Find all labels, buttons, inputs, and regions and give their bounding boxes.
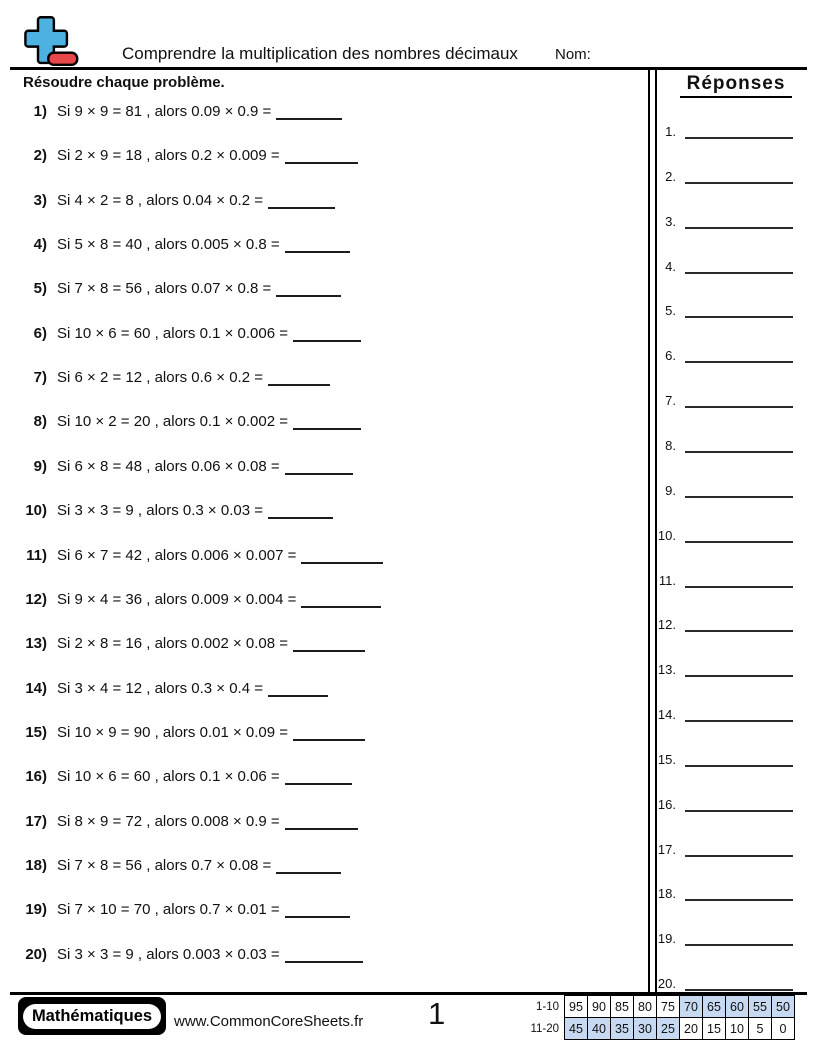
answer-blank-line — [685, 166, 793, 184]
brand-badge-pill — [23, 1004, 161, 1029]
problem-row — [23, 635, 365, 652]
answer-row — [656, 614, 793, 632]
answer-row — [656, 749, 793, 767]
answer-number: 14. — [657, 707, 676, 723]
answer-number: 18. — [657, 886, 676, 902]
problem-answer-blank — [285, 461, 353, 475]
answer-number: 2. — [665, 168, 676, 184]
answer-blank-line — [685, 659, 793, 677]
answer-row — [656, 480, 793, 498]
answer-blank-line — [685, 839, 793, 857]
answer-row — [656, 121, 793, 139]
problem-text: Si 7 × 8 = 56 , alors 0.07 × 0.8 = — [57, 280, 272, 298]
problem-answer-blank — [285, 904, 350, 918]
problem-text: Si 3 × 4 = 12 , alors 0.3 × 0.4 = — [57, 679, 263, 697]
problem-text: Si 7 × 10 = 70 , alors 0.7 × 0.01 = — [57, 901, 280, 919]
problem-text: Si 4 × 2 = 8 , alors 0.04 × 0.2 = — [57, 191, 263, 209]
problem-row — [23, 280, 341, 297]
problem-number: 19) — [25, 901, 47, 919]
answer-row — [656, 211, 793, 229]
answer-blank-line — [685, 345, 793, 363]
problem-row — [23, 369, 330, 386]
problem-number: 14) — [25, 679, 47, 697]
problem-answer-blank — [293, 638, 365, 652]
problem-answer-blank — [301, 550, 383, 564]
problem-number: 6) — [33, 324, 47, 342]
score-table-row — [509, 1017, 795, 1040]
score-cell: 50 — [771, 995, 795, 1018]
answer-row — [656, 928, 793, 946]
problem-text: Si 6 × 8 = 48 , alors 0.06 × 0.08 = — [57, 457, 280, 475]
problem-answer-blank — [285, 771, 352, 785]
problem-row — [23, 901, 350, 918]
problem-row — [23, 857, 341, 874]
answer-blank-line — [685, 525, 793, 543]
problem-number: 12) — [25, 590, 47, 608]
score-cell: 10 — [725, 1017, 749, 1040]
problem-row — [23, 502, 333, 519]
answer-blank-line — [685, 973, 793, 991]
problem-text: Si 2 × 8 = 16 , alors 0.002 × 0.08 = — [57, 635, 288, 653]
problem-number: 3) — [33, 191, 47, 209]
answers-panel-title: Réponses — [680, 73, 792, 98]
problem-number: 5) — [33, 280, 47, 298]
score-table-row — [509, 995, 795, 1018]
problem-text: Si 8 × 9 = 72 , alors 0.008 × 0.9 = — [57, 812, 280, 830]
problem-answer-blank — [285, 150, 358, 164]
problem-row — [23, 236, 350, 253]
problem-row — [23, 325, 361, 342]
problem-answer-blank — [276, 283, 341, 297]
answer-number: 5. — [665, 303, 676, 319]
answer-row — [656, 883, 793, 901]
score-cell: 45 — [564, 1017, 588, 1040]
problem-number: 15) — [25, 723, 47, 741]
problem-row — [23, 591, 381, 608]
answer-number: 13. — [657, 662, 676, 678]
score-cell: 80 — [633, 995, 657, 1018]
score-cell: 20 — [679, 1017, 703, 1040]
score-cell: 75 — [656, 995, 680, 1018]
problem-row — [23, 724, 365, 741]
score-cell: 65 — [702, 995, 726, 1018]
problem-number: 11) — [26, 546, 47, 564]
problem-row — [23, 547, 383, 564]
answer-row — [656, 973, 793, 991]
worksheet-title: Comprendre la multiplication des nombres décimaux — [122, 44, 518, 63]
answer-number: 4. — [665, 258, 676, 274]
score-cell: 90 — [587, 995, 611, 1018]
answer-blank-line — [685, 256, 793, 274]
score-cell: 95 — [564, 995, 588, 1018]
problem-text: Si 6 × 7 = 42 , alors 0.006 × 0.007 = — [57, 546, 297, 564]
problem-row — [23, 946, 363, 963]
score-cell: 0 — [771, 1017, 795, 1040]
answer-number: 20. — [657, 976, 676, 992]
answer-blank-line — [685, 121, 793, 139]
answer-row — [656, 570, 793, 588]
answer-row — [656, 659, 793, 677]
answer-row — [656, 256, 793, 274]
answer-blank-line — [685, 614, 793, 632]
answer-number: 11. — [658, 572, 676, 588]
score-cell: 35 — [610, 1017, 634, 1040]
problem-answer-blank — [301, 594, 381, 608]
score-cell: 15 — [702, 1017, 726, 1040]
problem-answer-blank — [268, 683, 328, 697]
answer-blank-line — [685, 704, 793, 722]
problem-number: 13) — [25, 635, 47, 653]
problem-number: 17) — [25, 812, 47, 830]
plus-minus-logo-icon — [24, 15, 80, 68]
problem-row — [23, 147, 358, 164]
problem-answer-blank — [285, 949, 363, 963]
answer-number: 12. — [657, 617, 676, 633]
problem-text: Si 5 × 8 = 40 , alors 0.005 × 0.8 = — [57, 236, 280, 254]
answer-number: 6. — [665, 348, 676, 364]
problem-answer-blank — [285, 816, 358, 830]
score-cell: 85 — [610, 995, 634, 1018]
answer-blank-line — [685, 480, 793, 498]
problem-row — [23, 813, 358, 830]
problem-number: 1) — [33, 103, 47, 120]
answer-row — [656, 794, 793, 812]
score-cell: 40 — [587, 1017, 611, 1040]
problem-text: Si 3 × 3 = 9 , alors 0.3 × 0.03 = — [57, 502, 263, 520]
score-cell: 70 — [679, 995, 703, 1018]
score-cell: 25 — [656, 1017, 680, 1040]
answer-blank-line — [685, 883, 793, 901]
score-cell: 5 — [748, 1017, 772, 1040]
answer-blank-line — [685, 435, 793, 453]
problem-answer-blank — [268, 372, 330, 386]
problem-answer-blank — [293, 416, 361, 430]
problem-number: 2) — [33, 147, 47, 165]
problem-row — [23, 103, 342, 120]
answer-blank-line — [685, 570, 793, 588]
answer-row — [656, 345, 793, 363]
problem-number: 18) — [25, 856, 47, 874]
problem-row — [23, 680, 328, 697]
problem-row — [23, 192, 335, 209]
answer-row — [656, 839, 793, 857]
website-text: www.CommonCoreSheets.fr — [174, 1013, 364, 1030]
answer-number: 19. — [657, 931, 676, 947]
problem-text: Si 2 × 9 = 18 , alors 0.2 × 0.009 = — [57, 147, 280, 165]
problem-row — [23, 768, 352, 785]
problem-row — [23, 458, 353, 475]
problem-text: Si 9 × 9 = 81 , alors 0.09 × 0.9 = — [57, 103, 272, 120]
brand-label: Mathématiques — [31, 1006, 153, 1025]
problem-text: Si 10 × 6 = 60 , alors 0.1 × 0.06 = — [57, 768, 280, 786]
answer-number: 3. — [665, 213, 676, 229]
answer-number: 16. — [657, 796, 676, 812]
answer-blank-line — [685, 300, 793, 318]
answer-number: 9. — [665, 482, 676, 498]
answer-blank-line — [685, 749, 793, 767]
problem-number: 7) — [33, 369, 47, 387]
brand-badge — [18, 997, 166, 1035]
header-divider-rule — [10, 67, 807, 70]
score-cell: 30 — [633, 1017, 657, 1040]
problem-number: 16) — [25, 768, 47, 786]
answer-row — [656, 166, 793, 184]
problem-text: Si 10 × 2 = 20 , alors 0.1 × 0.002 = — [57, 413, 288, 431]
answer-number: 15. — [657, 751, 676, 767]
problem-answer-blank — [293, 328, 361, 342]
problem-number: 8) — [33, 413, 47, 431]
problem-number: 10) — [25, 502, 47, 520]
problem-text: Si 10 × 9 = 90 , alors 0.01 × 0.09 = — [57, 723, 288, 741]
answer-row — [656, 390, 793, 408]
answer-blank-line — [685, 794, 793, 812]
problem-answer-blank — [293, 727, 365, 741]
answer-number: 8. — [665, 437, 676, 453]
answer-blank-line — [685, 390, 793, 408]
score-cell: 60 — [725, 995, 749, 1018]
problem-number: 4) — [33, 236, 47, 254]
problem-text: Si 3 × 3 = 9 , alors 0.003 × 0.03 = — [57, 945, 280, 963]
problem-answer-blank — [268, 195, 335, 209]
score-range-label: 1-10 — [535, 1000, 559, 1013]
problem-row — [23, 413, 361, 430]
answer-number: 1. — [665, 124, 676, 139]
problem-answer-blank — [268, 505, 333, 519]
answer-row — [656, 704, 793, 722]
problem-text: Si 7 × 8 = 56 , alors 0.7 × 0.08 = — [57, 856, 272, 874]
problem-text: Si 10 × 6 = 60 , alors 0.1 × 0.006 = — [57, 324, 288, 342]
problem-number: 9) — [33, 457, 47, 475]
answer-blank-line — [685, 928, 793, 946]
problem-answer-blank — [276, 106, 342, 120]
answer-number: 17. — [657, 841, 676, 857]
answer-row — [656, 435, 793, 453]
instruction-text: Résoudre chaque problème. — [23, 74, 225, 91]
answer-number: 7. — [665, 393, 676, 409]
page-number: 1 — [428, 996, 446, 1031]
answer-row — [656, 525, 793, 543]
answer-blank-line — [685, 211, 793, 229]
answer-row — [656, 300, 793, 318]
problem-answer-blank — [285, 239, 350, 253]
problem-number: 20) — [25, 945, 47, 963]
name-label: Nom: — [555, 46, 591, 63]
problem-answer-blank — [276, 860, 341, 874]
problem-text: Si 6 × 2 = 12 , alors 0.6 × 0.2 = — [57, 369, 263, 387]
answer-number: 10. — [657, 527, 676, 543]
score-range-label: 11-20 — [530, 1022, 559, 1035]
score-table — [509, 995, 795, 1040]
score-cell: 55 — [748, 995, 772, 1018]
problem-text: Si 9 × 4 = 36 , alors 0.009 × 0.004 = — [57, 590, 297, 608]
